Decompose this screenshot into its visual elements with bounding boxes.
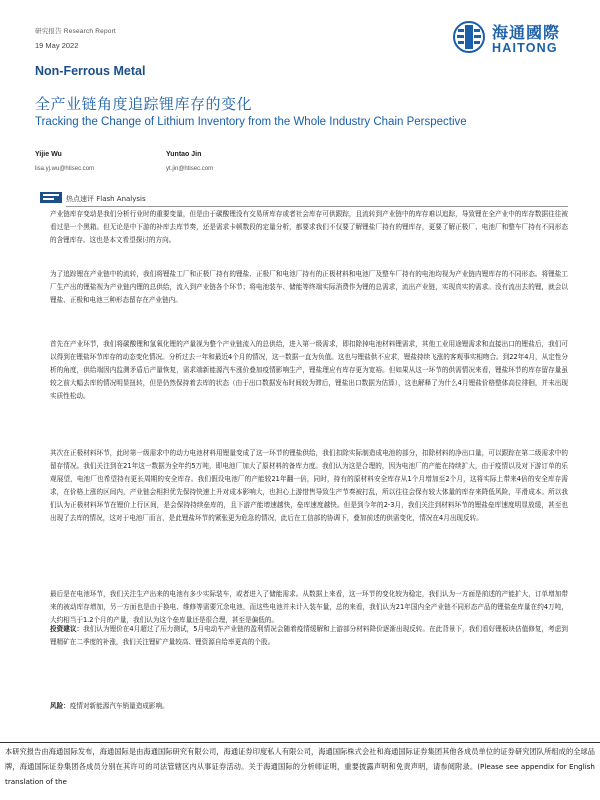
investment-label: 投资建议：	[50, 625, 84, 633]
paragraph-investment	[50, 623, 568, 649]
report-title-en: Tracking the Change of Lithium Inventory from the Whole Industry Chain Perspective	[35, 116, 467, 128]
report-title-cn: 全产业链角度追踪锂库存的变化	[35, 95, 253, 113]
risk-label: 风险：	[50, 702, 70, 710]
paragraph-battery: 最后是在电池环节，我们关注生产出来的电池有多少实际装车，或者进入了储能需求。从数据上来看，这一环节的变化较为稳定，我们认为一方面是前述的产能扩大，订单增加带来的被动库存增加，另一方面也是由于换电、维修等需要冗余电池，而这些电池并未计入装车量，总的来看，我们认为21年国内全产业链不同形态产品的锂盐垒库量在约4万吨，大约相当于1.2个月的产量，我们认为这个垒库量还是很合理，甚至是偏低的。	[50, 590, 568, 624]
author-name: Yijie Wu	[35, 151, 62, 158]
investment-text: 我们认为锂价在4月超过了压力测试，5月电动车产业链的盈利情况会随着疫情缓解和上游部分材料降价逐渐出现反转。在此背景下，我们看好锂板块估值修复，考虑到锂精矿在二季度的补涨，我们关注锂矿产量较高、锂资源自给率更高的个股。	[50, 625, 569, 646]
flash-analysis-tag	[66, 194, 146, 204]
flash-analysis-icon	[40, 192, 62, 203]
author-block	[166, 151, 213, 172]
divider	[66, 206, 568, 207]
paragraph-intro: 产业链库存变动是我们分析行业时的重要变量，但是由于碳酸锂没有交易所库存或者社会库存可供跟踪，且流转到产业链中的库存难以追踪，导致锂在全产业中的库存数据往往被看过是一个黑箱。但无论是中下游的补库去库节奏，还是需求卡顿数段的定量分析，都要求我们不仅要了解锂盐厂持有的锂库存，更要了解正极厂、电池厂和整车厂持有不同形态的含锂库存。这也是本文希望探讨的方向。	[50, 210, 568, 244]
logo-name-en: HAITONG	[492, 41, 558, 55]
footer-disclaimer: 本研究报告由海通国际发布，海通国际是由海通国际研究有限公司，海通证券印度私人有限公司，海通国际株式会社和海通国际证券集团其他各成员单位的证券研究团队所组成的全球品牌，海通国际证券集团各成员分别在其许可的司法管辖区内从事证券活动。关于海通国际的分析师证明，重要披露声明和免责声明，请参阅附录。(Please see appendix for English translation of the	[5, 747, 595, 786]
paragraph-risk	[50, 700, 568, 713]
author-email[interactable]: lisa.yj.wu@htisec.com	[35, 166, 95, 172]
paragraph-methodology: 为了追踪锂在产业链中的流转，我们将锂盐工厂和正极厂持有的锂盐、正极厂和电池厂持有的正极材料和电池厂及整车厂持有的电池均视为产业链内锂库存的不同形态。将锂盐工厂生产出的锂盐视为产业链内锂的总供给，流入到产业链各个环节；将电池装车、储能等终端实际消费作为锂的总需求，流出产业链，实现真实的需求。没有流出去的锂，就会以锂盐、正极和电池三种形态留存在产业链内。	[50, 270, 568, 304]
haitong-logo-mark-icon	[452, 20, 486, 54]
author-email[interactable]: yt.jin@htisec.com	[166, 166, 214, 172]
paragraph-cathode: 其次在正极材料环节，此时第一级需求中的动力电池材料用锂量变成了这一环节的锂盐供给，我们扣除实际制造成电池的部分，扣除材料的净出口量，可以跟踪在第二级需求中的留存情况。我们关注到在21年这一数据为全年约5万吨，即电池厂加大了原材料的备库力度。我们认为这是合理的，因为电池厂的产能在持续扩大，由于疫情以及对下游订单的乐观展望，电池厂也希望持有更长周期的安全库存。我们假设电池厂的产能较21年翻一倍，同时，持有的原材料安全库存从1个月增加至2个月，这将实际上带来4倍的安全库存需求，在价格上涨的区间内，产业链会相担优先保持快速上升对成本影响大，也担心上游惜售导致生产节奏被打乱，所以往往会保有较大体量的库存来降低风险，平滑成本。所以我们认为正极材料环节在锂价上行区间，是会保持持续垒库的，且下游产能增速越快，垒库速度越快。但是到今年的2-3月，我们关注到材料环节的锂盐垒库速度明显放缓，甚至也出现了去库的情况，这对于电池厂而言，是此锂盐环节的紧张更为危急的情况，此后在工信部的协调下，叠加前述的供需变化，情况在4月出现反转。	[50, 449, 568, 522]
logo-name-cn: 海通國際	[492, 23, 561, 42]
paragraph-lithium-salt: 首先在产业环节，我们将碳酸锂和氢氧化锂的产量视为整个产业链流入的总供给，进入第一级需求，即扣除掉电池材料锂需求，其他工业用途锂需求和直接出口的锂盐后，我们可以得到在锂盐环节库存的动态变化情况。分析过去一年和最近4个月的情况，这一数据一直为负值。这也与锂盐供不应求，锂盐持续飞涨的客观事实相吻合。到22年4月，从定性分析的角度，供给端因内监测矛盾后产量恢复，需求端新能源汽车涨价叠加疫情影响生产，锂盐理应有库存更为宽裕。但如果从这一环节的供需情况来看，锂盐环节的库存留存量虽较之前大幅去库的情况明显扭转，但是仍然保持着去库的状态（由于出口数据发布时间较为滞后，锂盐出口数据为估算），这也解释了为什么4月锂盐价格整体高位徘徊，并未出现实质性松动。	[50, 340, 568, 400]
section-name: Non-Ferrous Metal	[35, 64, 146, 78]
risk-text: 疫情对新能源汽车销量造成影响。	[69, 702, 169, 710]
report-type-label: 研究报告 Research Report	[35, 28, 116, 35]
report-date: 19 May 2022	[35, 41, 79, 50]
author-block	[35, 151, 94, 172]
flash-analysis-label: 热点速评 Flash Analysis	[66, 195, 146, 203]
author-name: Yuntao Jin	[166, 151, 202, 158]
report-header	[35, 26, 116, 50]
haitong-logo	[452, 20, 572, 60]
footer-divider	[0, 742, 600, 743]
